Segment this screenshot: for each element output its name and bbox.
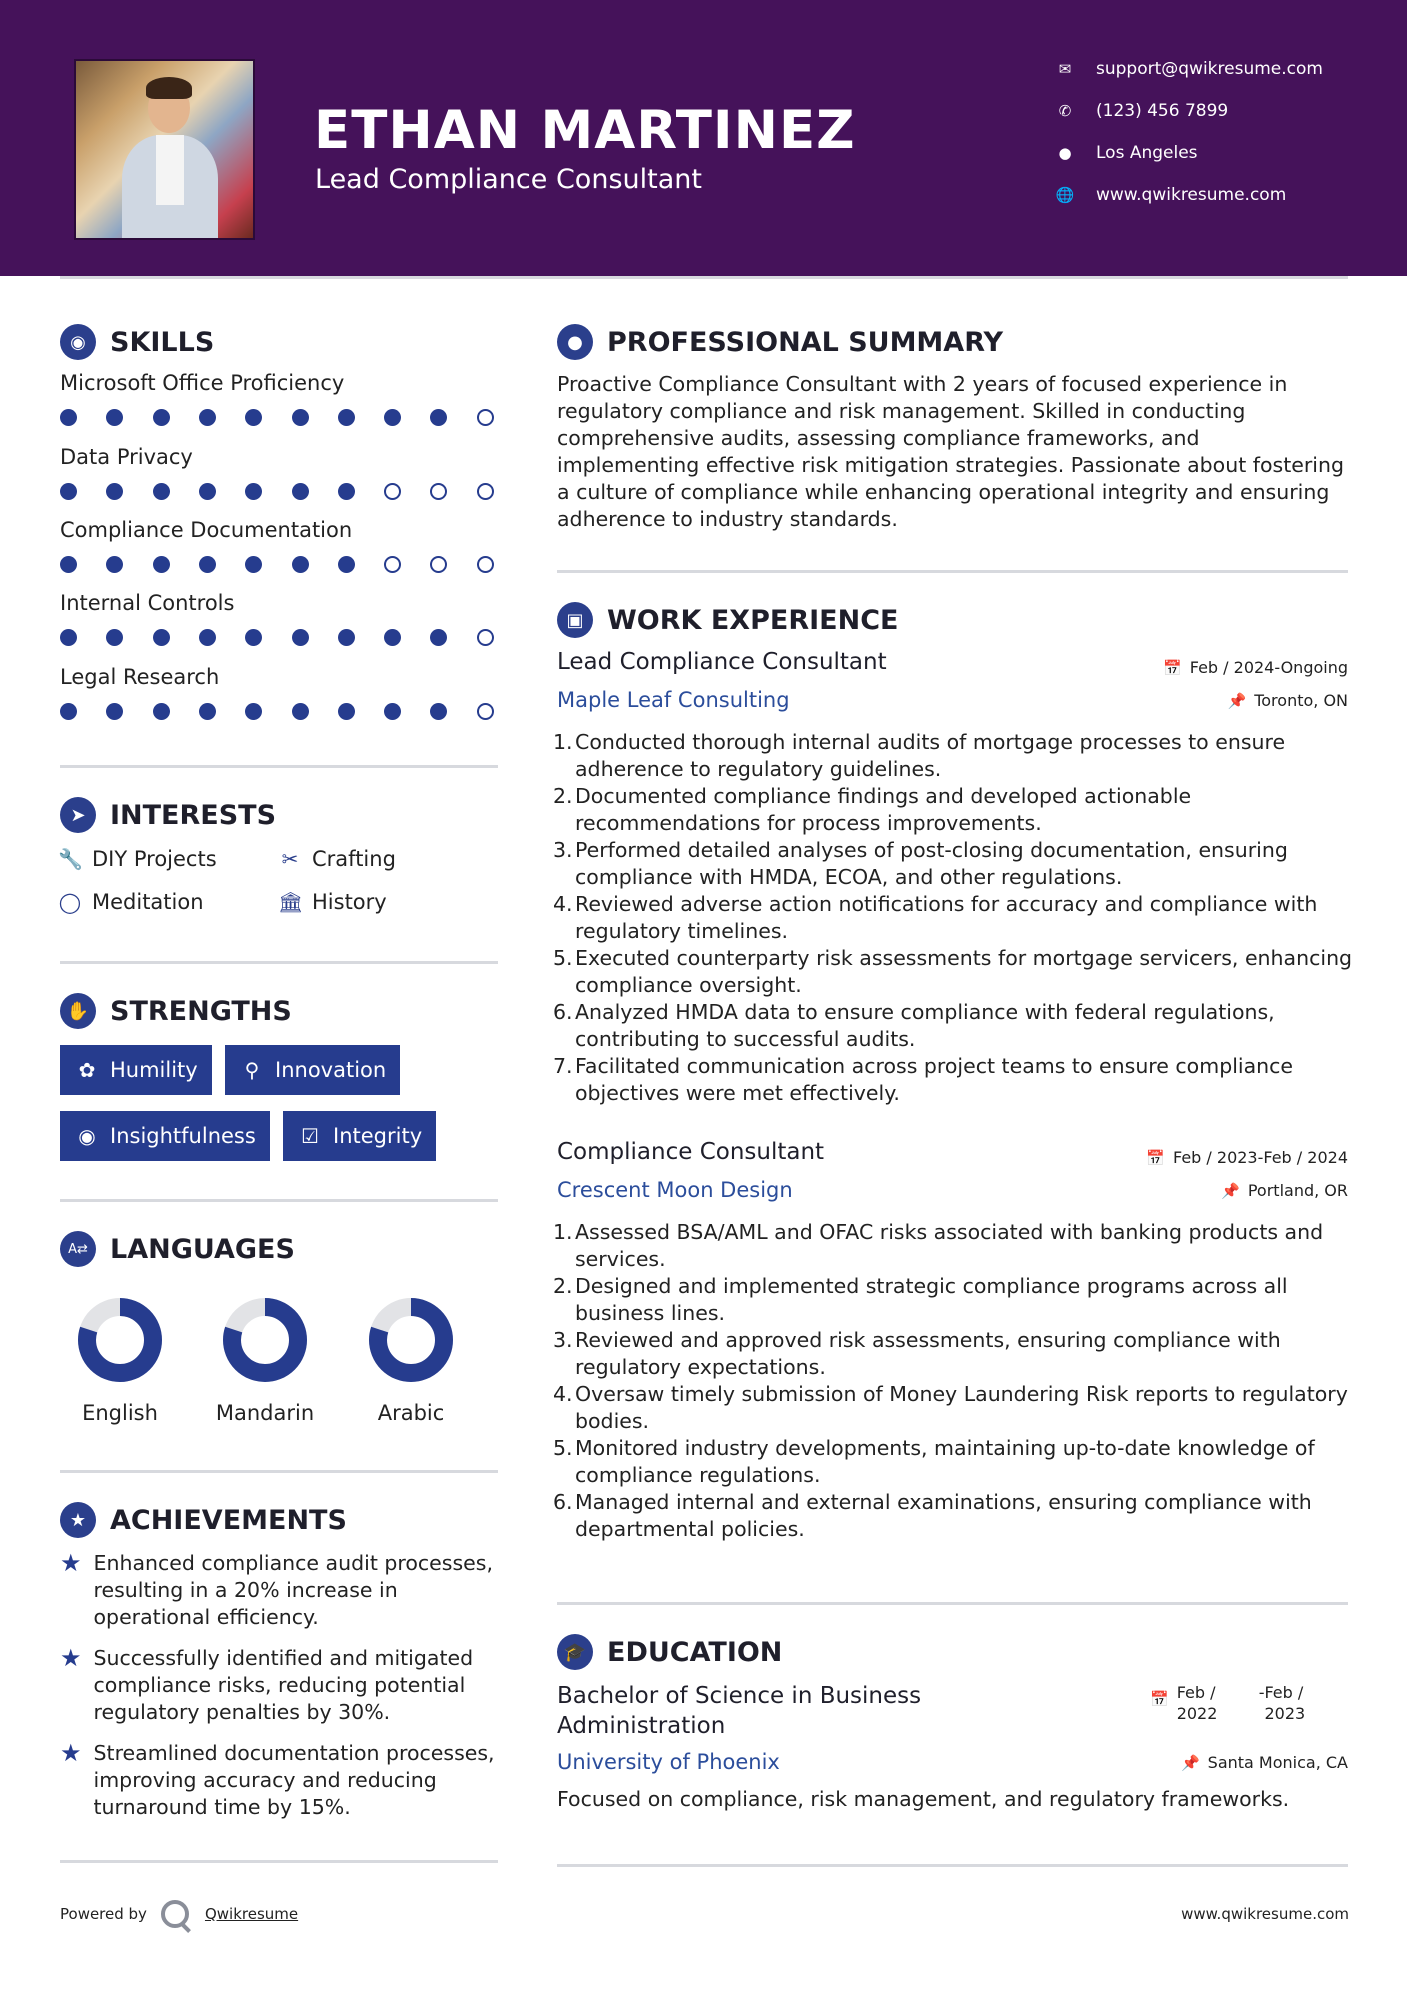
star-badge-icon: ★	[60, 1502, 96, 1538]
skill-dot-empty	[430, 556, 447, 573]
skill-dot-empty	[430, 483, 447, 500]
skill-dot-filled	[384, 703, 401, 720]
language-item	[55, 1295, 185, 1425]
hand-icon: ✋	[60, 993, 96, 1029]
location-pin-icon: ●	[1058, 144, 1072, 162]
skill-dot-filled	[199, 556, 216, 573]
skill-dot-filled	[292, 703, 309, 720]
skill-name: Data Privacy	[60, 445, 193, 469]
skill-dot-filled	[199, 409, 216, 426]
skill-dot-filled	[384, 629, 401, 646]
job-company: Maple Leaf Consulting	[557, 688, 790, 712]
job-dates: 📅 Feb / 2024-Ongoing	[1163, 658, 1348, 677]
star-icon: ★	[60, 1644, 82, 1672]
contact-phone[interactable]: ✆ (123) 456 7899	[1050, 96, 1370, 126]
skill-dot-filled	[153, 483, 170, 500]
work-heading: ▣ WORK EXPERIENCE	[557, 600, 898, 640]
language-ring	[366, 1295, 456, 1385]
skill-dot-filled	[292, 483, 309, 500]
list-item: 6. Managed internal and external examinations, ensuring compliance with departmental policies.	[553, 1490, 1312, 1541]
skill-dot-filled	[245, 703, 262, 720]
globe-icon: 🌐	[1055, 186, 1075, 204]
section-divider	[557, 570, 1348, 573]
skill-dot-filled	[153, 409, 170, 426]
list-item: 1. Conducted thorough internal audits of mortgage processes to ensure adherence to regulatory guidelines.	[553, 730, 1286, 781]
skill-dot-filled	[106, 629, 123, 646]
language-ring	[75, 1295, 165, 1385]
museum-icon: 🏛	[278, 890, 304, 914]
section-divider	[60, 1860, 498, 1863]
skill-dot-filled	[292, 409, 309, 426]
skill-name: Legal Research	[60, 665, 220, 689]
achievement-item: ★ Enhanced compliance audit processes, resulting in a 20% increase in operational efficiency.	[60, 1549, 493, 1629]
job-title: Compliance Consultant	[557, 1139, 825, 1165]
skill-rating	[60, 554, 500, 574]
skill-dot-empty	[477, 409, 494, 426]
leaf-icon: ✿	[78, 1058, 96, 1082]
skill-dot-filled	[199, 483, 216, 500]
skill-name: Compliance Documentation	[60, 518, 353, 542]
contact-email[interactable]: ✉ support@qwikresume.com	[1050, 54, 1370, 84]
skill-dot-filled	[338, 483, 355, 500]
calendar-icon: 📅	[1146, 1148, 1165, 1167]
strength-chip: ◉ Insightfulness	[60, 1111, 270, 1161]
education-heading: 🎓 EDUCATION	[557, 1632, 782, 1672]
skill-rating	[60, 701, 500, 721]
skill-dot-filled	[430, 409, 447, 426]
skill-dot-filled	[60, 629, 77, 646]
graduate-icon: 🎓	[557, 1634, 593, 1670]
lightbulb-icon: ◉	[60, 324, 96, 360]
skill-rating	[60, 407, 500, 427]
footer-branding: Powered by Qwikresume	[60, 1900, 298, 1928]
skill-rating	[60, 481, 500, 501]
resume-header	[0, 0, 1407, 276]
star-icon: ★	[60, 1549, 82, 1577]
skill-dot-filled	[292, 629, 309, 646]
pushpin-icon: 📌	[1227, 691, 1247, 710]
pushpin-icon: 📌	[1180, 1753, 1200, 1772]
skill-dot-filled	[106, 409, 123, 426]
list-item: 2. Designed and implemented strategic compliance programs across all business lines.	[553, 1274, 1288, 1325]
briefcase-icon: ▣	[557, 602, 593, 638]
skills-heading: ◉ SKILLS	[60, 322, 214, 362]
candidate-title: Lead Compliance Consultant	[315, 164, 702, 195]
skill-dot-filled	[199, 629, 216, 646]
skill-dot-empty	[477, 629, 494, 646]
skill-dot-filled	[106, 556, 123, 573]
languages-heading: A⇄ LANGUAGES	[60, 1229, 295, 1269]
list-item: 3. Performed detailed analyses of post-closing documentation, ensuring compliance with HMDA, ECOA, and other regulations.	[553, 838, 1288, 889]
skill-dot-filled	[106, 703, 123, 720]
lightbulb-icon: ⚲	[244, 1058, 260, 1082]
skill-dot-filled	[199, 703, 216, 720]
achievement-item: ★ Streamlined documentation processes, improving accuracy and reducing turnaround time by 15%.	[60, 1739, 495, 1819]
skill-name: Microsoft Office Proficiency	[60, 371, 345, 395]
skill-dot-filled	[60, 409, 77, 426]
user-icon: ●	[557, 324, 593, 360]
skill-dot-filled	[60, 556, 77, 573]
interest-item: ◯ Meditation	[58, 890, 204, 914]
interests-heading: ➤ INTERESTS	[60, 795, 276, 835]
interest-item: ✂ Crafting	[278, 844, 396, 874]
list-item: 4. Oversaw timely submission of Money Laundering Risk reports to regulatory bodies.	[553, 1382, 1348, 1433]
education-dates: 📅 Feb / 2022 - Feb / 2023	[1150, 1683, 1306, 1723]
skill-rating	[60, 627, 500, 647]
list-item: 3. Reviewed and approved risk assessments, ensuring compliance with regulatory expectations.	[553, 1328, 1281, 1379]
list-item: 5. Executed counterparty risk assessments for mortgage servicers, enhancing compliance oversight.	[553, 946, 1353, 997]
education-degree: Bachelor of Science in Business Administration	[557, 1683, 922, 1739]
skill-dot-filled	[292, 556, 309, 573]
skill-dot-filled	[245, 629, 262, 646]
education-location: 📌 Santa Monica, CA	[1180, 1753, 1348, 1772]
job-company: Crescent Moon Design	[557, 1178, 793, 1202]
star-icon: ★	[60, 1739, 82, 1767]
envelope-icon: ✉	[1058, 60, 1072, 78]
language-name: Mandarin	[215, 1401, 315, 1425]
list-item: 2. Documented compliance findings and developed actionable recommendations for process improvements.	[553, 784, 1192, 835]
circle-icon: ◯	[58, 890, 82, 914]
skill-dot-filled	[338, 409, 355, 426]
translate-icon: A⇄	[60, 1231, 96, 1267]
skill-dot-filled	[60, 703, 77, 720]
language-item	[200, 1295, 330, 1425]
skill-dot-filled	[153, 703, 170, 720]
contact-location: ● Los Angeles	[1050, 138, 1370, 168]
skill-dot-filled	[153, 629, 170, 646]
skill-dot-empty	[477, 703, 494, 720]
skill-dot-filled	[245, 483, 262, 500]
strength-chip: ⚲ Innovation	[225, 1045, 400, 1095]
contact-website[interactable]: 🌐 www.qwikresume.com	[1050, 180, 1370, 210]
interest-item: 🏛 History	[278, 890, 387, 914]
interest-item: 🔧 DIY Projects	[58, 847, 217, 871]
phone-icon: ✆	[1058, 102, 1072, 120]
education-description: Focused on compliance, risk management, and regulatory frameworks.	[557, 1787, 1290, 1811]
section-divider	[60, 961, 498, 964]
qwikresume-logo-icon	[161, 1900, 189, 1928]
skill-dot-filled	[338, 556, 355, 573]
list-item: 6. Analyzed HMDA data to ensure compliance with federal regulations, contributing to successful audits.	[553, 1000, 1275, 1051]
qwikresume-link[interactable]: Qwikresume	[204, 1905, 299, 1923]
list-item: 4. Reviewed adverse action notifications for accuracy and compliance with regulatory timelines.	[553, 892, 1318, 943]
section-divider	[60, 765, 498, 768]
eye-icon: ◉	[78, 1124, 96, 1148]
calendar-icon: 📅	[1150, 1690, 1169, 1708]
list-item: 1. Assessed BSA/AML and OFAC risks associated with banking products and services.	[553, 1220, 1324, 1271]
check-square-icon: ☑	[301, 1124, 319, 1148]
education-school: University of Phoenix	[557, 1750, 780, 1774]
job-responsibilities	[553, 729, 1353, 1107]
skill-dot-empty	[477, 556, 494, 573]
wrench-icon: 🔧	[58, 847, 83, 871]
strengths-heading: ✋ STRENGTHS	[60, 991, 292, 1031]
list-item: 7. Facilitated communication across project teams to ensure compliance objectives were met effectively.	[553, 1054, 1294, 1105]
summary-heading: ● PROFESSIONAL SUMMARY	[557, 322, 1003, 362]
section-divider	[557, 1602, 1348, 1605]
job-location: 📌 Toronto, ON	[1227, 691, 1348, 710]
summary-text: Proactive Compliance Consultant with 2 years of focused experience in regulatory compliance and risk management. Skilled in conducting comprehensive audits, assessing compliance frameworks, and implementing effective risk mitigation strategies. Passionate about fostering a culture of compliance while enhancing operational integrity and ensuring adherence to industry standards.	[557, 372, 1344, 531]
skill-dot-filled	[430, 703, 447, 720]
skill-dot-empty	[384, 556, 401, 573]
paper-plane-icon: ➤	[60, 797, 96, 833]
scissors-icon: ✂	[281, 847, 299, 871]
section-divider	[557, 1864, 1348, 1867]
profile-photo	[74, 59, 255, 240]
candidate-name: ETHAN MARTINEZ	[314, 100, 856, 161]
strength-chip: ☑ Integrity	[283, 1111, 436, 1161]
language-item	[346, 1295, 476, 1425]
job-title: Lead Compliance Consultant	[557, 649, 887, 675]
section-divider	[60, 1199, 498, 1202]
skill-dot-filled	[430, 629, 447, 646]
skill-dot-filled	[60, 483, 77, 500]
strength-chip: ✿ Humility	[60, 1045, 212, 1095]
pushpin-icon: 📌	[1221, 1181, 1240, 1200]
skill-dot-filled	[338, 703, 355, 720]
list-item: 5. Monitored industry developments, maintaining up-to-date knowledge of compliance regulations.	[553, 1436, 1315, 1487]
language-name: English	[82, 1401, 158, 1425]
skill-dot-empty	[477, 483, 494, 500]
skill-dot-filled	[245, 556, 262, 573]
footer-website-link[interactable]: www.qwikresume.com	[1181, 1905, 1349, 1923]
job-responsibilities	[553, 1219, 1353, 1543]
achievement-item: ★ Successfully identified and mitigated compliance risks, reducing potential regulatory penalties by 30%.	[60, 1644, 474, 1724]
skill-dot-filled	[106, 483, 123, 500]
job-dates: 📅 Feb / 2023-Feb / 2024	[1146, 1148, 1348, 1167]
skill-name: Internal Controls	[60, 591, 235, 615]
language-name: Arabic	[377, 1401, 445, 1425]
skill-dot-filled	[384, 409, 401, 426]
language-ring	[220, 1295, 310, 1385]
skill-dot-filled	[338, 629, 355, 646]
skill-dot-filled	[245, 409, 262, 426]
calendar-icon: 📅	[1163, 658, 1182, 677]
header-divider	[60, 276, 1348, 279]
skill-dot-filled	[153, 556, 170, 573]
achievements-heading: ★ ACHIEVEMENTS	[60, 1500, 347, 1540]
section-divider	[60, 1470, 498, 1473]
job-location: 📌 Portland, OR	[1221, 1181, 1348, 1200]
skill-dot-empty	[384, 483, 401, 500]
